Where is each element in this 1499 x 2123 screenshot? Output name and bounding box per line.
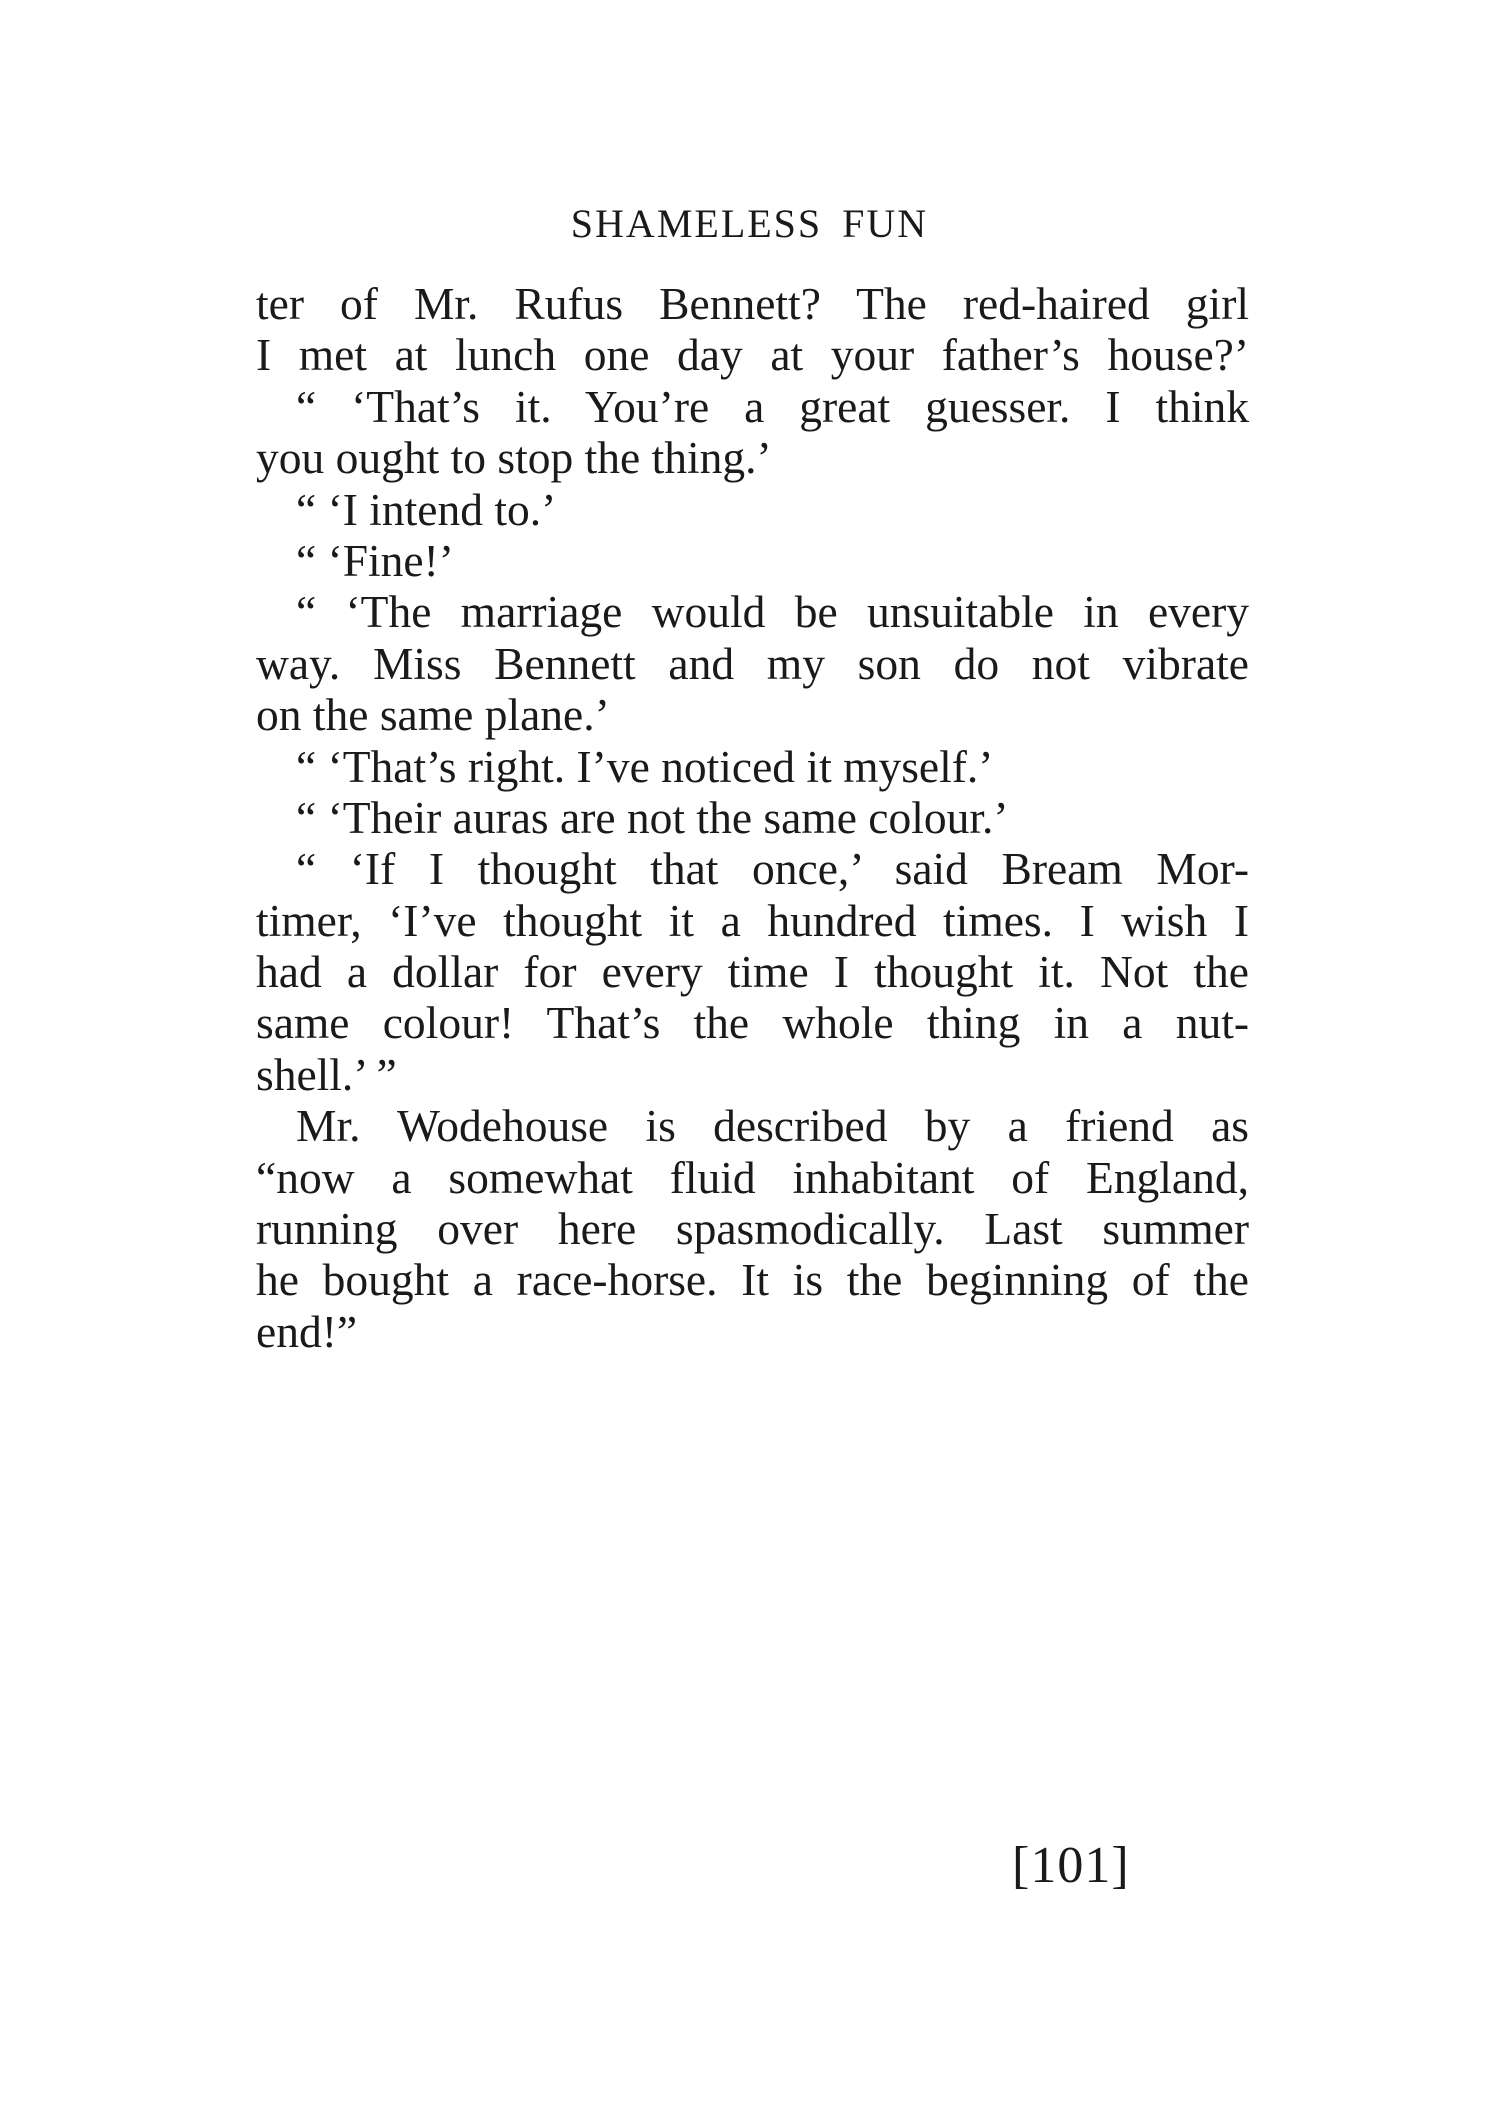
text-line: “now a somewhat fluid inhabitant of England, <box>256 1151 1249 1203</box>
text-line: “ ‘That’s it. You’re a great guesser. I think <box>296 380 1249 432</box>
text-line: Mr. Wodehouse is described by a friend as <box>296 1100 1249 1152</box>
text-line: shell.’ ” <box>256 1048 397 1100</box>
text-line: timer, ‘I’ve thought it a hundred times. I wish I <box>256 894 1249 946</box>
text-line: I met at lunch one day at your father’s house?’ <box>256 329 1249 381</box>
text-line: way. Miss Bennett and my son do not vibrate <box>256 637 1249 689</box>
text-line: “ ‘If I thought that once,’ said Bream Mor- <box>296 843 1249 895</box>
text-line: “ ‘Their auras are not the same colour.’ <box>296 791 1009 843</box>
text-line: “ ‘Fine!’ <box>296 534 454 586</box>
text-line: on the same plane.’ <box>256 689 610 741</box>
body-text <box>256 278 1249 1357</box>
text-line: same colour! That’s the whole thing in a nut- <box>256 997 1249 1049</box>
text-line: running over here spasmodically. Last summer <box>256 1203 1249 1255</box>
text-line: end!” <box>256 1305 358 1357</box>
text-line: “ ‘I intend to.’ <box>296 483 557 535</box>
text-line: “ ‘That’s right. I’ve noticed it myself.’ <box>296 740 994 792</box>
running-head: SHAMELESS FUN <box>570 201 929 246</box>
page-number: [101] <box>1012 1837 1130 1894</box>
text-line: ter of Mr. Rufus Bennett? The red-haired girl <box>256 278 1249 329</box>
text-line: he bought a race-horse. It is the beginning of the <box>256 1254 1249 1306</box>
text-line: had a dollar for every time I thought it. Not the <box>256 946 1249 998</box>
text-line: “ ‘The marriage would be unsuitable in every <box>296 586 1249 638</box>
text-line: you ought to stop the thing.’ <box>256 432 772 484</box>
